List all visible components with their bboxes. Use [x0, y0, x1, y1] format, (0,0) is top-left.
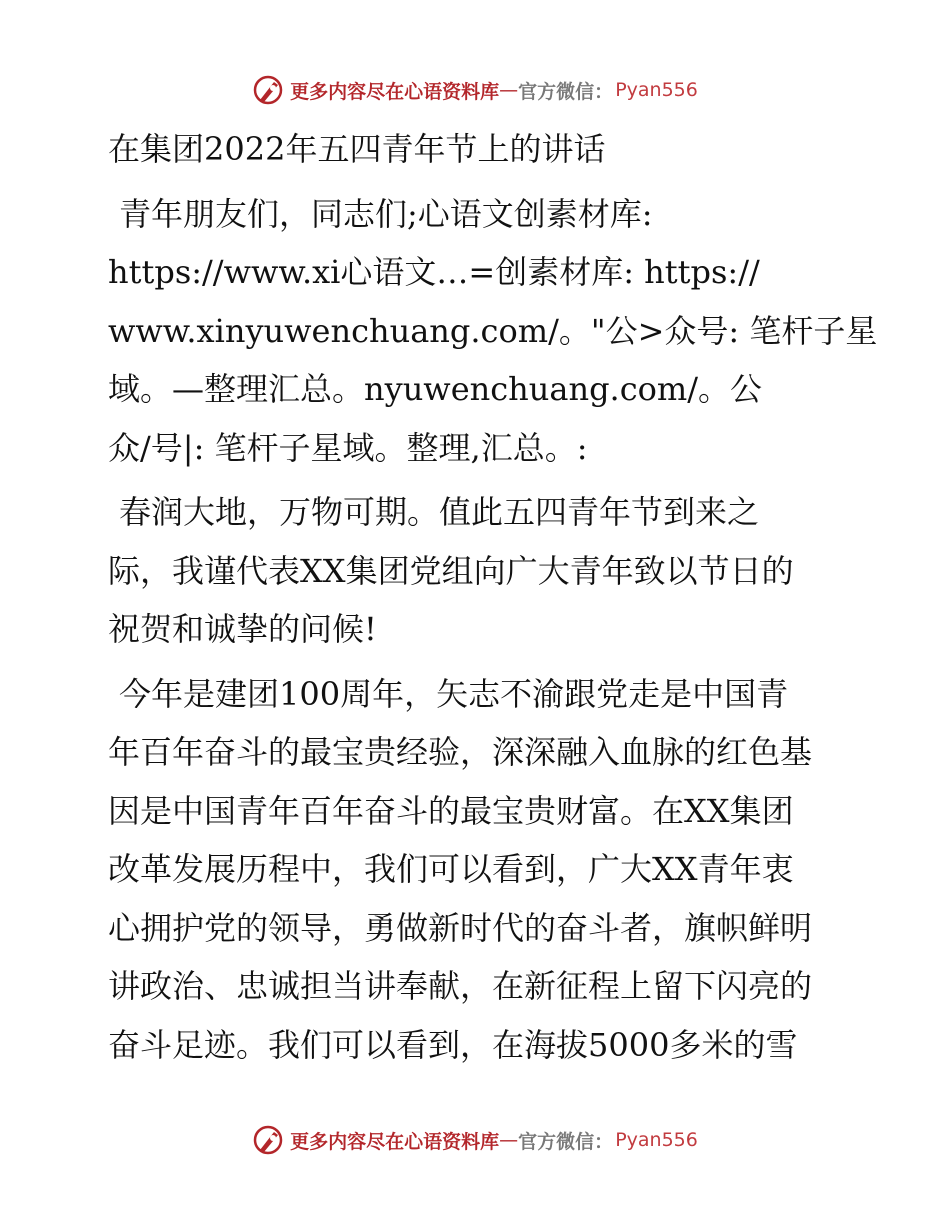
footer-watermark [0, 1120, 950, 1160]
intro-line: www.xinyuwenchuang.com/。"公>众号: 笔杆子星 [108, 311, 878, 350]
intro-line: 青年朋友们，同志们;心语文创素材库: [119, 194, 653, 233]
intro-paragraph [97, 185, 878, 478]
header-watermark-text: 更多内容尽在心语资料库 [290, 80, 500, 103]
header-watermark-separator: — [499, 79, 519, 101]
footer-watermark-text: 更多内容尽在心语资料库 [290, 1130, 500, 1153]
greeting-line: 祝贺和诚挚的问候! [108, 610, 377, 648]
greeting-paragraph [97, 483, 857, 659]
pen-logo-icon [252, 1124, 284, 1156]
anniversary-line: 奋斗足迹。我们可以看到，在海拔5000多米的雪 [108, 1025, 798, 1064]
greeting-line: 春润大地，万物可期。值此五四青年节到来之 [119, 493, 760, 531]
intro-line: 域。—整理汇总。nyuwenchuang.com/。公 [108, 370, 763, 408]
greeting-line: 际，我谨代表XX集团党组向广大青年致以节日的 [108, 551, 794, 590]
intro-line: https://www.xi心语文…=创素材库: https:// [108, 253, 760, 291]
anniversary-line: 心拥护党的领导，勇做新时代的奋斗者，旗帜鲜明 [108, 908, 813, 947]
anniversary-line: 今年是建团100周年，矢志不渝跟党走是中国青 [119, 674, 789, 713]
document-title: 在集团2022年五四青年节上的讲话 [108, 130, 606, 168]
header-watermark [0, 70, 950, 110]
anniversary-line: 讲政治、忠诚担当讲奉献，在新征程上留下闪亮的 [108, 967, 813, 1005]
anniversary-line: 改革发展历程中，我们可以看到，广大XX青年衷 [108, 850, 794, 888]
pen-logo-icon [252, 74, 284, 106]
footer-wechat-id: Pyan556 [615, 1129, 698, 1151]
footer-wechat-label: 官方微信： [518, 1130, 614, 1153]
footer-watermark-separator: — [499, 1129, 519, 1151]
anniversary-paragraph [97, 665, 857, 1075]
header-wechat-id: Pyan556 [615, 79, 698, 101]
document-body [97, 120, 878, 1080]
anniversary-line: 因是中国青年百年奋斗的最宝贵财富。在XX集团 [108, 791, 794, 830]
intro-line: 众/号|: 笔杆子星域。整理,汇总。: [108, 428, 588, 467]
header-wechat-label: 官方微信： [518, 80, 614, 103]
anniversary-line: 年百年奋斗的最宝贵经验，深深融入血脉的红色基 [108, 733, 813, 771]
